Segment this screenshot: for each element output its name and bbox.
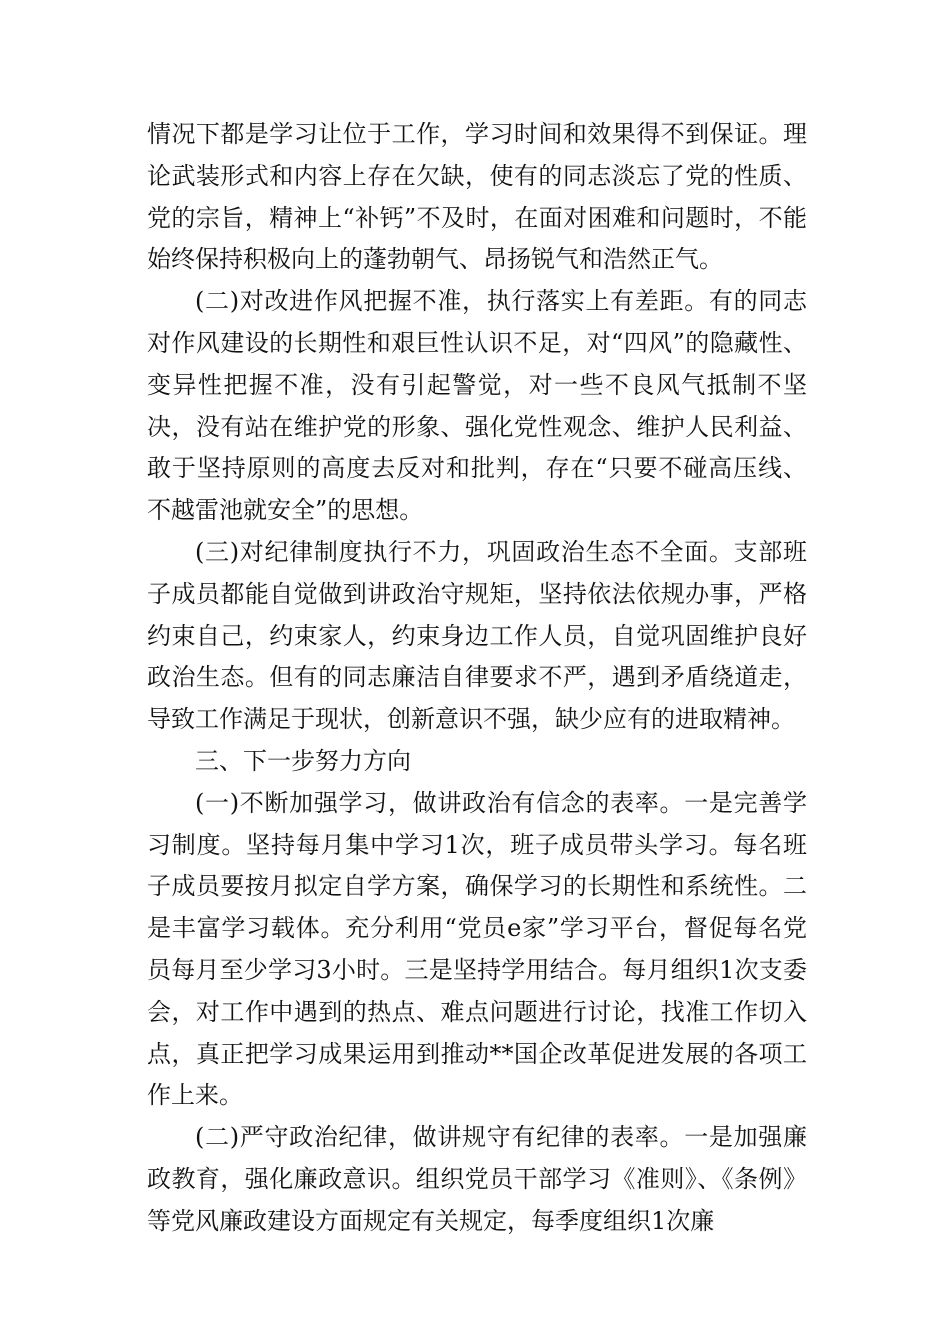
paragraph-section-3-2: (二)严守政治纪律，做讲规守有纪律的表率。一是加强廉政教育，强化廉政意识。组织党员干部学习《准则》、《条例》等党风廉政建设方面规定有关规定，每季度组织1次廉: [147, 1123, 807, 1235]
paragraph-section-3-1: (一)不断加强学习，做讲政治有信念的表率。一是完善学习制度。坚持每月集中学习1次，班子成员带头学习。每名班子成员要按月拟定自学方案，确保学习的长期性和系统性。二是丰富学习载体。充分利用“党员e家”学习平台，督促每名党员每月至少学习3小时。三是坚持学用结合。每月组织1次支委会，对工作中遇到的热点、难点问题进行讨论，找准工作切入点，真正把学习成果运用到推动**国企改革促进发展的各项工作上来。: [147, 788, 807, 1110]
paragraph-section-2-3: (三)对纪律制度执行不力，巩固政治生态不全面。支部班子成员都能自觉做到讲政治守规矩，坚持依法依规办事，严格约束自己，约束家人，约束身边工作人员，自觉巩固维护良好政治生态。但有的同志廉洁自律要求不严，遇到矛盾绕道走，导致工作满足于现状，创新意识不强，缺少应有的进取精神。: [147, 537, 807, 734]
section-heading-3: 三、下一步努力方向: [195, 746, 411, 775]
document-page: [147, 114, 807, 1243]
paragraph-continuation: 情况下都是学习让位于工作，学习时间和效果得不到保证。理论武装形式和内容上存在欠缺，使有的同志淡忘了党的性质、党的宗旨，精神上“补钙”不及时，在面对困难和问题时，不能始终保持积极向上的蓬勃朝气、昂扬锐气和浩然正气。: [147, 120, 807, 274]
paragraph-section-2-2: (二)对改进作风把握不准，执行落实上有差距。有的同志对作风建设的长期性和艰巨性认识不足，对“四风”的隐藏性、变异性把握不准，没有引起警觉，对一些不良风气抵制不坚决，没有站在维护党的形象、强化党性观念、维护人民利益、敢于坚持原则的高度去反对和批判，存在“只要不碰高压线、不越雷池就安全”的思想。: [147, 287, 807, 525]
